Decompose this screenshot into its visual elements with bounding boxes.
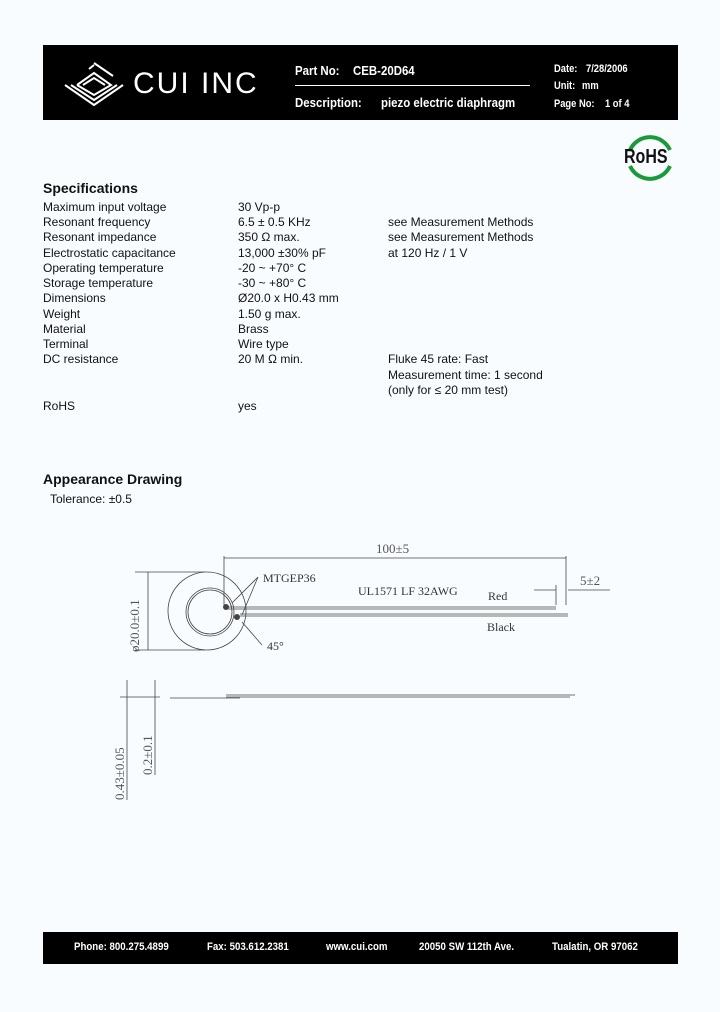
spec-name: Weight xyxy=(43,307,81,321)
spec-note: see Measurement Methods xyxy=(388,230,534,244)
spec-value: 1.50 g max. xyxy=(238,307,301,321)
footer-website[interactable]: www.cui.com xyxy=(326,941,388,953)
date: 7/28/2006 xyxy=(586,63,628,75)
plate-dimension: 0.2±0.1 xyxy=(140,735,155,775)
unit-label: Unit: xyxy=(554,80,576,92)
spec-value: yes xyxy=(238,399,257,413)
spec-name: Resonant impedance xyxy=(43,230,157,244)
length-dimension: 100±5 xyxy=(376,541,410,556)
spec-name: Resonant frequency xyxy=(43,215,151,229)
diaphragm-inner xyxy=(186,588,234,636)
tolerance: Tolerance: ±0.5 xyxy=(50,492,132,506)
spec-value: Ø20.0 x H0.43 mm xyxy=(238,291,339,305)
spec-name: Maximum input voltage xyxy=(43,200,167,214)
appearance-title: Appearance Drawing xyxy=(43,471,183,487)
spec-note: see Measurement Methods xyxy=(388,215,534,229)
date-label: Date: xyxy=(554,63,578,75)
spec-name: Operating temperature xyxy=(43,261,164,275)
description: piezo electric diaphragm xyxy=(381,95,516,110)
spec-name: RoHS xyxy=(43,399,76,413)
spec-value: 30 Vp-p xyxy=(238,200,281,214)
page-number: 1 of 4 xyxy=(605,98,630,110)
solder-label: MTGEP36 xyxy=(263,571,316,585)
red-wire-label: Red xyxy=(488,589,508,603)
spec-value: 6.5 ± 0.5 KHz xyxy=(238,215,311,229)
spec-name: DC resistance xyxy=(43,352,119,366)
black-wire-label: Black xyxy=(487,620,515,634)
diameter-dimension: ø20.0±0.1 xyxy=(127,599,142,652)
spec-value: 20 M Ω min. xyxy=(238,352,303,366)
description-label: Description: xyxy=(295,95,362,110)
spec-name: Storage temperature xyxy=(43,276,154,290)
spec-name: Electrostatic capacitance xyxy=(43,246,176,260)
part-no-label: Part No: xyxy=(295,63,340,78)
footer-phone: Phone: 800.275.4899 xyxy=(74,941,169,953)
spec-note: Fluke 45 rate: Fast xyxy=(388,352,489,366)
spec-note: at 120 Hz / 1 V xyxy=(388,246,468,260)
company-name: CUI INC xyxy=(133,67,259,100)
spec-value: 350 Ω max. xyxy=(238,230,300,244)
footer-city: Tualatin, OR 97062 xyxy=(552,941,638,953)
spec-value: -20 ~ +70° C xyxy=(238,261,307,275)
part-no: CEB-20D64 xyxy=(353,63,415,78)
thickness-dimension: 0.43±0.05 xyxy=(112,747,127,800)
unit: mm xyxy=(582,80,599,92)
angle-label: 45° xyxy=(267,639,284,653)
spec-value: 13,000 ±30% pF xyxy=(238,246,326,260)
wire-label: UL1571 LF 32AWG xyxy=(358,584,458,598)
footer-bar xyxy=(43,932,678,964)
footer-fax: Fax: 503.612.2381 xyxy=(207,941,289,953)
page-label: Page No: xyxy=(554,98,595,110)
spec-value: Brass xyxy=(238,322,269,336)
spec-note: (only for ≤ 20 mm test) xyxy=(388,383,508,397)
rohs-text: RoHS xyxy=(624,146,668,168)
footer-address: 20050 SW 112th Ave. xyxy=(419,941,515,953)
spec-value: -30 ~ +80° C xyxy=(238,276,307,290)
spec-name: Dimensions xyxy=(43,291,106,305)
strip-dimension: 5±2 xyxy=(580,573,601,588)
spec-note: Measurement time: 1 second xyxy=(388,368,543,382)
spec-name: Terminal xyxy=(43,337,89,351)
spec-name: Material xyxy=(43,322,86,336)
spec-value: Wire type xyxy=(238,337,289,351)
specifications-title: Specifications xyxy=(43,180,138,196)
